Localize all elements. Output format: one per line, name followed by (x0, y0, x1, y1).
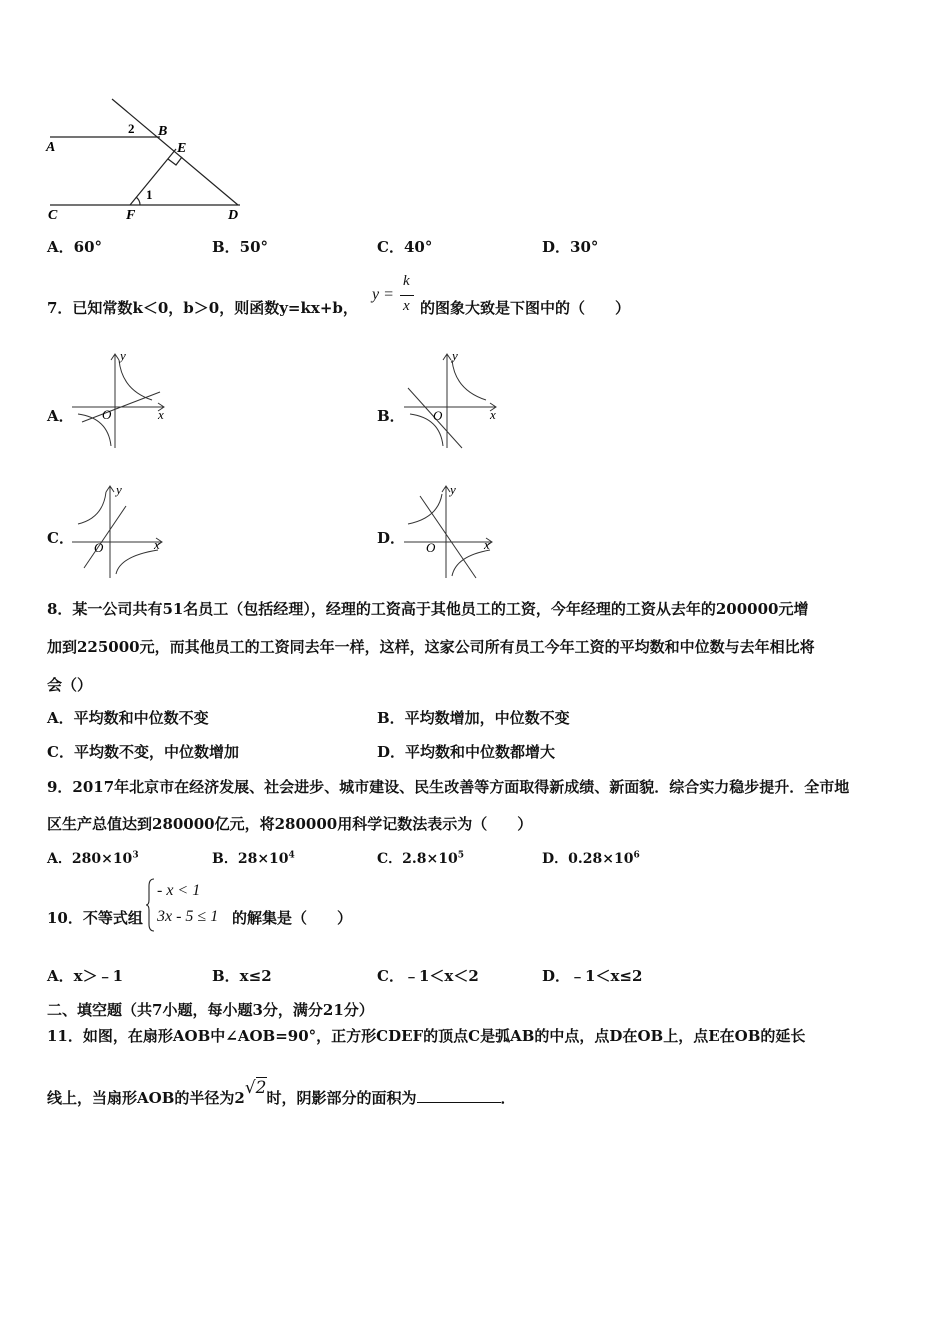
hyperbola-branch-1 (408, 494, 442, 524)
right-angle-mark (168, 157, 182, 165)
q11-stem-line-2: 线上，当扇形AOB的半径为2√2时，阴影部分的面积为 ． (47, 1078, 516, 1107)
svg-text:O: O (102, 407, 112, 422)
q9-stem-line-1: 9．2017年北京市在经济发展、社会进步、城市建设、民生改善等方面取得新成绩、新面貌．综合实力稳步提升．全市地 (47, 778, 850, 796)
hyperbola-branch-1 (78, 492, 106, 524)
q7-graph-a (70, 350, 170, 450)
label-c: C (48, 208, 58, 223)
q7-graph-c (70, 482, 166, 580)
q10-left-brace (146, 878, 156, 932)
q7-fraction-bar (400, 295, 414, 296)
label-e: E (177, 141, 187, 156)
q7-option-b-label: B． (377, 407, 405, 425)
q8-stem-line-1: 8．某一公司共有51名员工（包括经理），经理的工资高于其他员工的工资，今年经理的工资从去年的200000元增 (47, 600, 809, 618)
svg-text:x: x (484, 537, 490, 552)
q7-option-a-label: A． (47, 407, 74, 425)
hyperbola-branch-1 (452, 360, 486, 400)
q7-formula-num: k (403, 273, 410, 289)
q10-inequality-2: 3x - 5 ≤ 1 (157, 908, 219, 925)
q8-option-b: B．平均数增加，中位数不变 (377, 709, 570, 727)
q9-option-a: A．$280\times 10^3$ (47, 850, 139, 867)
q10-option-a: A．x＞﹣1 (47, 967, 124, 985)
q8-option-a: A．平均数和中位数不变 (47, 709, 209, 727)
q8-stem-line-2: 加到225000元，而其他员工的工资同去年一样，这样，这家公司所有员工今年工资的平均数和中位数与去年相比将 (47, 638, 815, 656)
svg-text:x: x (154, 537, 160, 552)
q10-stem-suffix: 的解集是（ ） (232, 909, 353, 927)
q8-option-c: C．平均数不变，中位数增加 (47, 743, 239, 761)
q8-option-d: D．平均数和中位数都增大 (377, 743, 556, 761)
q7-option-d-label: D． (377, 529, 406, 547)
svg-text:x: x (158, 407, 164, 422)
q10-option-b: B．x≤2 (212, 967, 272, 985)
label-a: A (46, 140, 56, 155)
q7-formula (372, 273, 418, 321)
label-f: F (126, 208, 136, 223)
q9-stem-line-2: 区生产总值达到280000亿元，将280000用科学记数法表示为（ ） (47, 815, 533, 833)
q6-option-c: C．40° (377, 238, 433, 256)
q7-formula-den: x (403, 298, 410, 314)
transversal-line (112, 99, 238, 205)
svg-text:O: O (426, 540, 436, 555)
label-d: D (228, 208, 239, 223)
hyperbola-branch-2 (116, 550, 158, 574)
svg-text:x: x (490, 407, 496, 422)
svg-text:y: y (450, 482, 456, 497)
q6-geometry-figure (40, 95, 250, 225)
q10-inequality-1: - x < 1 (157, 882, 201, 899)
q8-stem-line-3: 会（） (47, 676, 93, 694)
hyperbola-branch-1 (119, 360, 152, 400)
line-graph (420, 496, 476, 578)
section-2-title: 二、填空题（共7小题，每小题3分，满分21分） (47, 1001, 374, 1019)
q10-option-c: C．﹣1＜x＜2 (377, 967, 479, 985)
label-b: B (158, 124, 168, 139)
q11-stem-line-1: 11．如图，在扇形AOB中∠AOB=90°，正方形CDEF的顶点C是弧AB的中点，点D在OB上，点E在OB的延长 (47, 1027, 806, 1045)
q6-option-a: A．60° (47, 238, 103, 256)
q6-option-b: B．50° (212, 238, 269, 256)
q9-option-b: B．$28\times 10^4$ (212, 850, 295, 867)
svg-text:O: O (433, 408, 443, 423)
q7-graph-b (400, 350, 502, 450)
q9-option-d: D．$0.28\times 10^6$ (542, 850, 640, 867)
q7-option-c-label: C． (47, 529, 74, 547)
answer-blank (417, 1088, 501, 1103)
q7-stem-suffix: 的图象大致是下图中的（ ） (420, 299, 631, 317)
q10-stem-prefix: 10．不等式组 (47, 909, 143, 927)
q6-option-d: D．30° (542, 238, 599, 256)
angle-1-arc (136, 197, 140, 205)
label-1: 1 (146, 187, 153, 202)
q7-graph-d (400, 482, 496, 580)
q9-option-c: C．$2.8\times 10^5$ (377, 850, 464, 867)
sqrt-symbol: √2 (244, 1078, 267, 1098)
label-2: 2 (128, 121, 135, 136)
svg-text:y: y (116, 482, 122, 497)
hyperbola-branch-2 (452, 550, 490, 576)
svg-text:O: O (94, 540, 104, 555)
svg-text:y: y (452, 350, 458, 363)
q7-stem-prefix: 7．已知常数k＜0，b＞0，则函数y=kx+b， (47, 299, 358, 317)
svg-text:y: y (120, 350, 126, 363)
q10-option-d: D．﹣1＜x≤2 (542, 967, 643, 985)
line-fe (130, 149, 176, 205)
line-graph (84, 506, 126, 568)
q7-formula-y: y = (372, 286, 394, 303)
